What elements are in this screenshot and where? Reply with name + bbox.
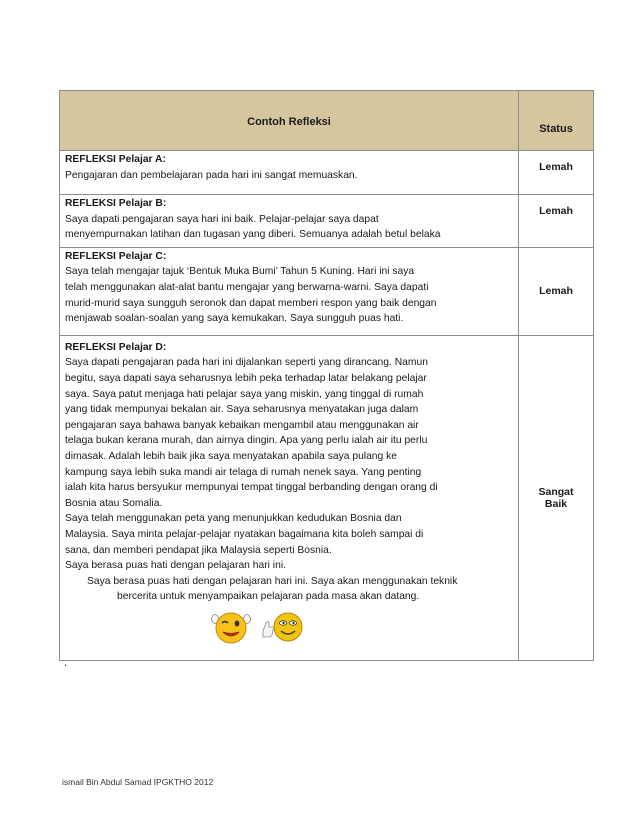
winking-smiley-icon — [209, 609, 253, 645]
row-line: Saya telah menggunakan peta yang menunjukkan kedudukan Bosnia dan — [65, 513, 402, 525]
status-line: Baik — [544, 497, 568, 510]
header-status: Status — [519, 91, 594, 151]
table-row — [60, 151, 594, 195]
row-line: Saya telah mengajar tajuk ‘Bentuk Muka Bumi’ Tahun 5 Kuning. Hari ini saya — [65, 266, 415, 278]
row-line: ialah kita harus bersyukur mempunyai tempat tinggal berbanding dengan orang di — [65, 482, 438, 494]
row-line-indented: bercerita untuk menyampaikan pelajaran pada masa akan datang. — [117, 591, 420, 603]
table-row — [60, 247, 594, 335]
row-line: Saya dapati pengajaran saya hari ini baik. Pelajar-pelajar saya dapat — [65, 213, 379, 225]
row-title: REFLEKSI Pelajar A: — [65, 154, 166, 165]
row-line: telaga bukan kerana murah, dan airnya dingin. Apa yang perlu ialah air itu perlu — [65, 435, 428, 447]
row-line: telah menggunakan alat-alat bantu mengajar yang berwarna-warni. Saya dapati — [65, 281, 429, 293]
reflection-d — [60, 335, 519, 660]
reflection-c — [60, 247, 519, 335]
row-line: begitu, saya dapati saya seharusnya lebih peka terhadap latar belakang pelajar — [65, 372, 427, 384]
table-row — [60, 335, 594, 660]
row-line: pengajaran saya bahawa banyak kebaikan mengambil atau menggunakan air — [65, 419, 419, 431]
row-line: menjawab soalan-soalan yang saya kemukakan. Saya sungguh puas hati. — [65, 313, 404, 325]
stray-mark: . — [64, 657, 68, 669]
status-cell-sangat-baik — [519, 335, 594, 660]
row-line: sana, dan memberi pendapat jika Malaysia seperti Bosnia. — [65, 544, 332, 556]
row-line: Malaysia. Saya minta pelajar-pelajar nyatakan bagaimana kita boleh sampai di — [65, 528, 424, 540]
status-line: Sangat — [538, 485, 574, 498]
reflection-table — [59, 90, 594, 661]
status-cell: Lemah — [519, 195, 594, 248]
status-cell: Lemah — [519, 151, 594, 195]
row-line: yang tidak mempunyai bekalan air. Saya seharusnya menyatakan juga dalam — [65, 404, 419, 416]
row-title: REFLEKSI Pelajar C: — [65, 250, 167, 262]
thumbs-up-smiley-icon — [261, 609, 305, 645]
row-line-indented: Saya berasa puas hati dengan pelajaran hari ini. Saya akan menggunakan teknik — [87, 575, 458, 587]
row-line: murid-murid saya sungguh seronok dan dapat memberi respon yang baik dengan — [65, 297, 437, 309]
row-line: kampung saya lebih suka mandi air telaga di rumah nenek saya. Yang penting — [65, 466, 422, 478]
row-line: menyempurnakan latihan dan tugasan yang diberi. Semuanya adalah betul belaka — [65, 229, 441, 241]
row-line: Pengajaran dan pembelajaran pada hari ini sangat memuaskan. — [65, 169, 358, 181]
header-title: Contoh Refleksi — [60, 91, 519, 151]
row-title: REFLEKSI Pelajar D: — [65, 341, 167, 353]
reflection-b — [60, 195, 519, 248]
row-line: Saya dapati pengajaran pada hari ini dijalankan seperti yang dirancang. Namun — [65, 357, 428, 369]
row-line: dimasak. Adalah lebih baik jika saya menyatakan apabila saya pulang ke — [65, 450, 397, 462]
row-line: saya. Saya patut menjaga hati pelajar saya yang miskin, yang tinggal di rumah — [65, 388, 424, 400]
row-line: Bosnia atau Somalia. — [65, 497, 163, 509]
reflection-a — [60, 151, 519, 195]
page-footer: ismail Bin Abdul Samad IPGKTHO 2012 — [62, 777, 214, 787]
table-row — [60, 195, 594, 248]
status-cell: Lemah — [519, 247, 594, 335]
row-title: REFLEKSI Pelajar B: — [65, 198, 167, 209]
smiley-group — [65, 609, 518, 645]
table-header-row — [60, 91, 594, 151]
row-line: Saya berasa puas hati dengan pelajaran hari ini. — [65, 560, 286, 572]
